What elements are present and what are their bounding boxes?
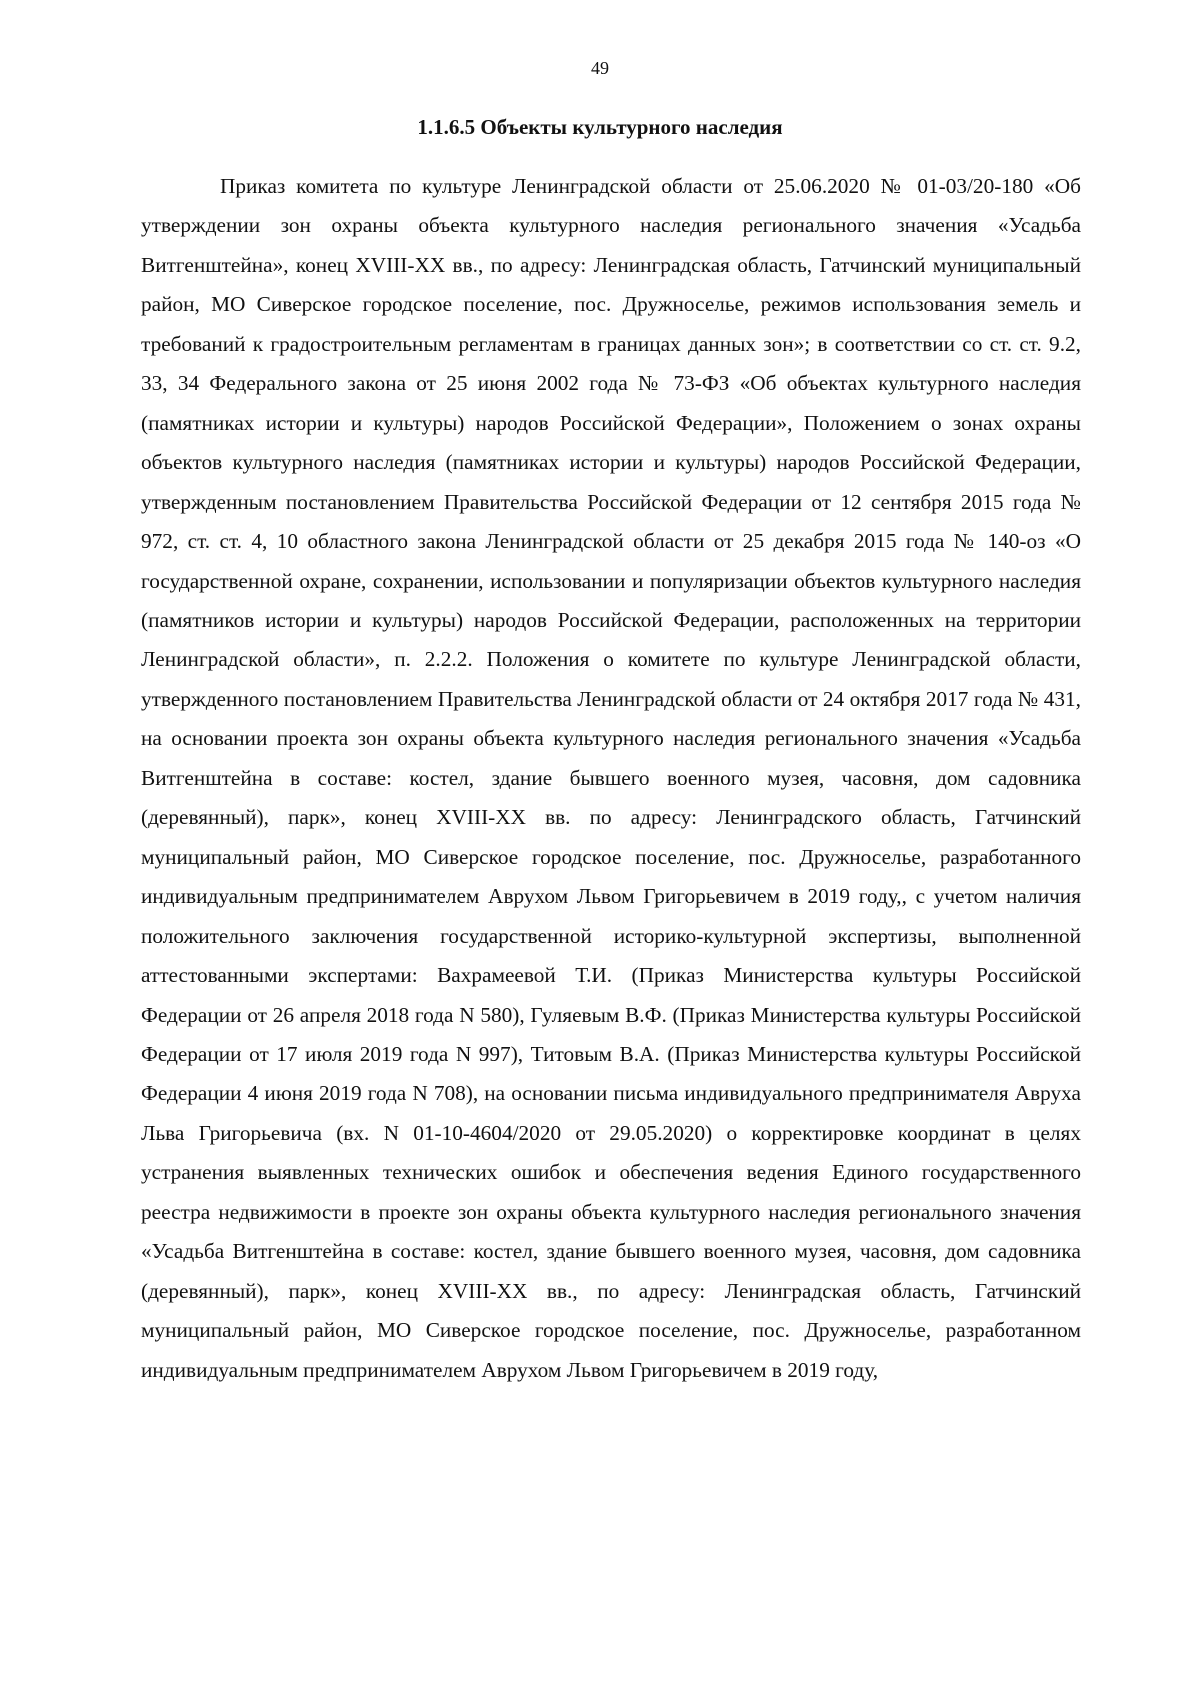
body-paragraph: Приказ комитета по культуре Ленинградской области от 25.06.2020 № 01-03/20-180 «Об утверждении зон охраны объекта культурного наследия регионального значения «Усадьба Витгенштейна», конец XVIII-XX вв., по адресу: Ленинградская область, Гатчинский муниципальный район, МО Сиверское городское поселение, пос. Дружноселье, режимов использования земель и требований к градостроительным регламентам в границах данных зон»; в соответствии со ст. ст. 9.2, 33, 34 Федерального закона от 25 июня 2002 года № 73-ФЗ «Об объектах культурного наследия (памятниках истории и культуры) народов Российской Федерации», Положением о зонах охраны объектов культурного наследия (памятниках истории и культуры) народов Российской Федерации, утвержденным постановлением Правительства Российской Федерации от 12 сентября 2015 года № 972, ст. ст. 4, 10 областного закона Ленинградской области от 25 декабря 2015 года № 140-оз «О государственной охране, сохранении, использовании и популяризации объектов культурного наследия (памятников истории и культуры) народов Российской Федерации, расположенных на территории Ленинградской области», п. 2.2.2. Положения о комитете по культуре Ленинградской области, утвержденного постановлением Правительства Ленинградской области от 24 октября 2017 года № 431, на основании проекта зон охраны объекта культурного наследия регионального значения «Усадьба Витгенштейна в составе: костел, здание бывшего военного музея, часовня, дом садовника (деревянный), парк», конец XVIII-XX вв. по адресу: Ленинградского область, Гатчинский муниципальный район, МО Сиверское городское поселение, пос. Дружноселье, разработанного индивидуальным предпринимателем Аврухом Львом Григорьевичем в 2019 году,, с учетом наличия положительного заключения государственной историко-культурной экспертизы, выполненной аттестованными экспертами: Вахрамеевой Т.И. (Приказ Министерства культуры Российской Федерации от 26 апреля 2018 года N 580), Гуляевым В.Ф. (Приказ Министерства культуры Российской Федерации от 17 июля 2019 года N 997), Титовым В.А. (Приказ Министерства культуры Российской Федерации 4 июня 2019 года N 708), на основании письма индивидуального предпринимателя Авруха Льва Григорьевича (вх. N 01-10-4604/2020 от 29.05.2020) о корректировке координат в целях устранения выявленных технических ошибок и обеспечения ведения Единого государственного реестра недвижимости в проекте зон охраны объекта культурного наследия регионального значения «Усадьба Витгенштейна в составе: костел, здание бывшего военного музея, часовня, дом садовника (деревянный), парк», конец XVIII-XX вв., по адресу: Ленинградская область, Гатчинский муниципальный район, МО Сиверское городское поселение, пос. Дружноселье, разработанном индивидуальным предпринимателем Аврухом Львом Григорьевичем в 2019 году, bbox=[141, 174, 1081, 1382]
section-heading: 1.1.6.5 Объекты культурного наследия bbox=[417, 115, 783, 139]
page-number: 49 bbox=[591, 58, 609, 78]
